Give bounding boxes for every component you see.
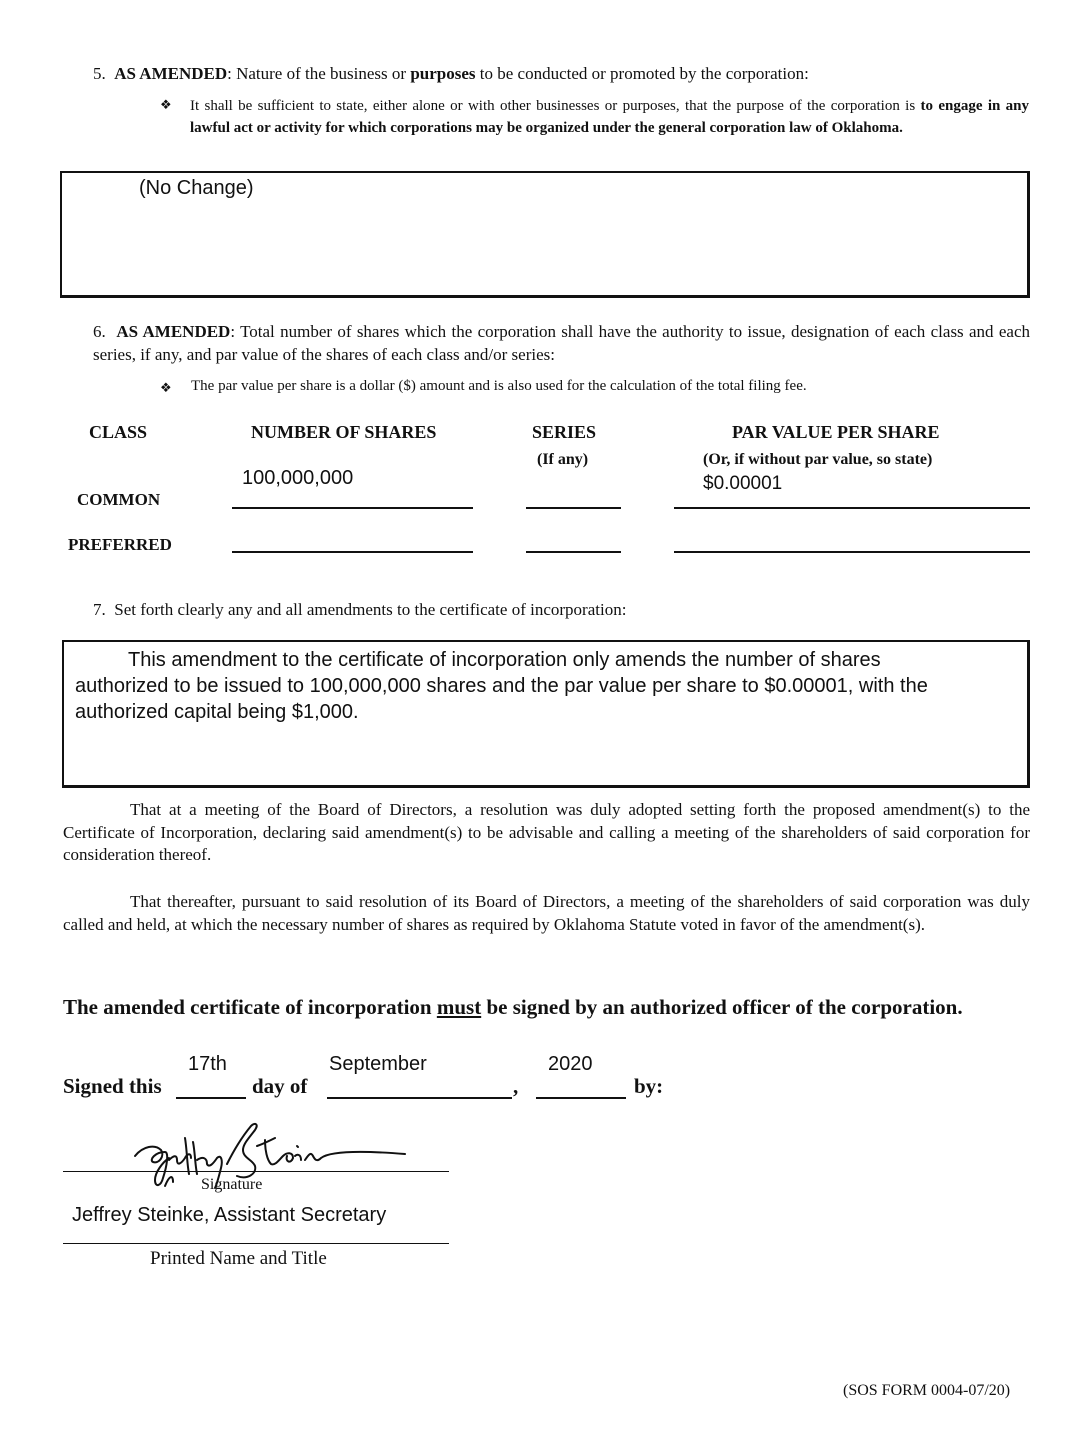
section-text: : Total number of shares which the corporation shall have the authority to issue, designation of each class and each series, if any, and par value of the shares of each class and/or series: bbox=[93, 322, 1030, 364]
handwritten-signature bbox=[125, 1116, 425, 1196]
par-value-subheader: (Or, if without par value, so state) bbox=[703, 451, 933, 468]
section-5-heading bbox=[93, 64, 809, 84]
section-5-note bbox=[190, 96, 1029, 139]
by-label: by: bbox=[634, 1074, 664, 1098]
printed-name-field[interactable] bbox=[63, 1243, 449, 1244]
class-header: CLASS bbox=[89, 422, 148, 442]
section-text: : Nature of the business or bbox=[227, 64, 411, 83]
preferred-shares-field[interactable] bbox=[232, 551, 473, 553]
section-text-bold: purposes bbox=[410, 64, 476, 83]
signed-this-label: Signed this bbox=[63, 1074, 162, 1098]
section-title: AS AMENDED bbox=[116, 322, 231, 341]
amendment-text-line: authorized to be issued to 100,000,000 shares and the par value per share to $0.00001, with the bbox=[75, 675, 928, 697]
comma: , bbox=[513, 1074, 519, 1098]
signature-label: Signature bbox=[201, 1176, 263, 1193]
class-label: COMMON bbox=[77, 490, 161, 509]
printed-name-value: Jeffrey Steinke, Assistant Secretary bbox=[72, 1204, 387, 1226]
signing-notice bbox=[63, 994, 1030, 1020]
printed-name-label: Printed Name and Title bbox=[150, 1248, 327, 1269]
diamond-bullet-icon: ❖ bbox=[160, 97, 172, 112]
notice-text: The amended certificate of incorporation bbox=[63, 995, 437, 1019]
signed-day-value: 17th bbox=[188, 1053, 227, 1075]
day-of-label: day of bbox=[252, 1074, 308, 1098]
signature-field[interactable] bbox=[63, 1171, 449, 1172]
notice-emphasis: must bbox=[436, 995, 482, 1019]
nature-of-business-box[interactable] bbox=[60, 171, 1030, 298]
resolution-paragraph: That at a meeting of the Board of Directors, a resolution was duly adopted setting forth the proposed amendment(s) to the Certificate of Incorporation, declaring said amendment(s) to be advisable and calling a meeting of the shareholders of said corporation for consideration thereof. bbox=[63, 800, 1030, 864]
diamond-bullet-icon: ❖ bbox=[160, 380, 172, 395]
note-text-bold: to engage in any lawful act or activity for which corporations may be organized under the general corporation law of Oklahoma. bbox=[190, 98, 1029, 136]
section-number: 6. bbox=[93, 322, 106, 341]
number-of-shares-header: NUMBER OF SHARES bbox=[251, 422, 437, 442]
section-number: 7. bbox=[93, 600, 106, 619]
common-par-value: $0.00001 bbox=[703, 473, 783, 494]
form-id: (SOS FORM 0004-07/20) bbox=[843, 1382, 1011, 1399]
section-text: Set forth clearly any and all amendments to the certificate of incorporation: bbox=[114, 600, 627, 619]
section-6-note: The par value per share is a dollar ($) amount and is also used for the calculation of the total filing fee. bbox=[191, 378, 807, 394]
note-text: It shall be sufficient to state, either alone or with other businesses or purposes, that the purpose of the corporation is bbox=[190, 98, 921, 114]
nature-of-business-value: (No Change) bbox=[139, 177, 254, 199]
class-label: PREFERRED bbox=[68, 535, 172, 554]
signed-month-field[interactable] bbox=[327, 1097, 512, 1099]
section-number: 5. bbox=[93, 64, 106, 83]
meeting-paragraph: That thereafter, pursuant to said resolution of its Board of Directors, a meeting of the shareholders of said corporation was duly called and held, at which the necessary number of shares as required by Oklahoma Statute voted in favor of the amendment(s). bbox=[63, 892, 1030, 934]
section-7-heading bbox=[93, 600, 626, 620]
common-par-value-field[interactable] bbox=[674, 507, 1030, 509]
amendment-text-line: This amendment to the certificate of incorporation only amends the number of shares bbox=[128, 649, 881, 671]
signed-day-field[interactable] bbox=[176, 1097, 246, 1099]
common-series-field[interactable] bbox=[526, 507, 621, 509]
common-shares-field[interactable] bbox=[232, 507, 473, 509]
series-subheader: (If any) bbox=[537, 451, 589, 468]
section-6-heading bbox=[93, 321, 1030, 366]
signed-year-value: 2020 bbox=[548, 1053, 593, 1075]
amendments-box[interactable] bbox=[62, 640, 1030, 788]
preferred-par-value-field[interactable] bbox=[674, 551, 1030, 553]
signed-year-field[interactable] bbox=[536, 1097, 626, 1099]
par-value-header: PAR VALUE PER SHARE bbox=[732, 422, 940, 442]
preferred-series-field[interactable] bbox=[526, 551, 621, 553]
section-title: AS AMENDED bbox=[114, 64, 228, 83]
notice-text: be signed by an authorized officer of the corporation. bbox=[481, 995, 963, 1019]
series-header: SERIES bbox=[532, 422, 597, 442]
common-shares-value: 100,000,000 bbox=[242, 467, 354, 489]
signed-month-value: September bbox=[329, 1053, 427, 1075]
amendment-text-line: authorized capital being $1,000. bbox=[75, 701, 359, 723]
section-text: to be conducted or promoted by the corporation: bbox=[475, 64, 809, 83]
